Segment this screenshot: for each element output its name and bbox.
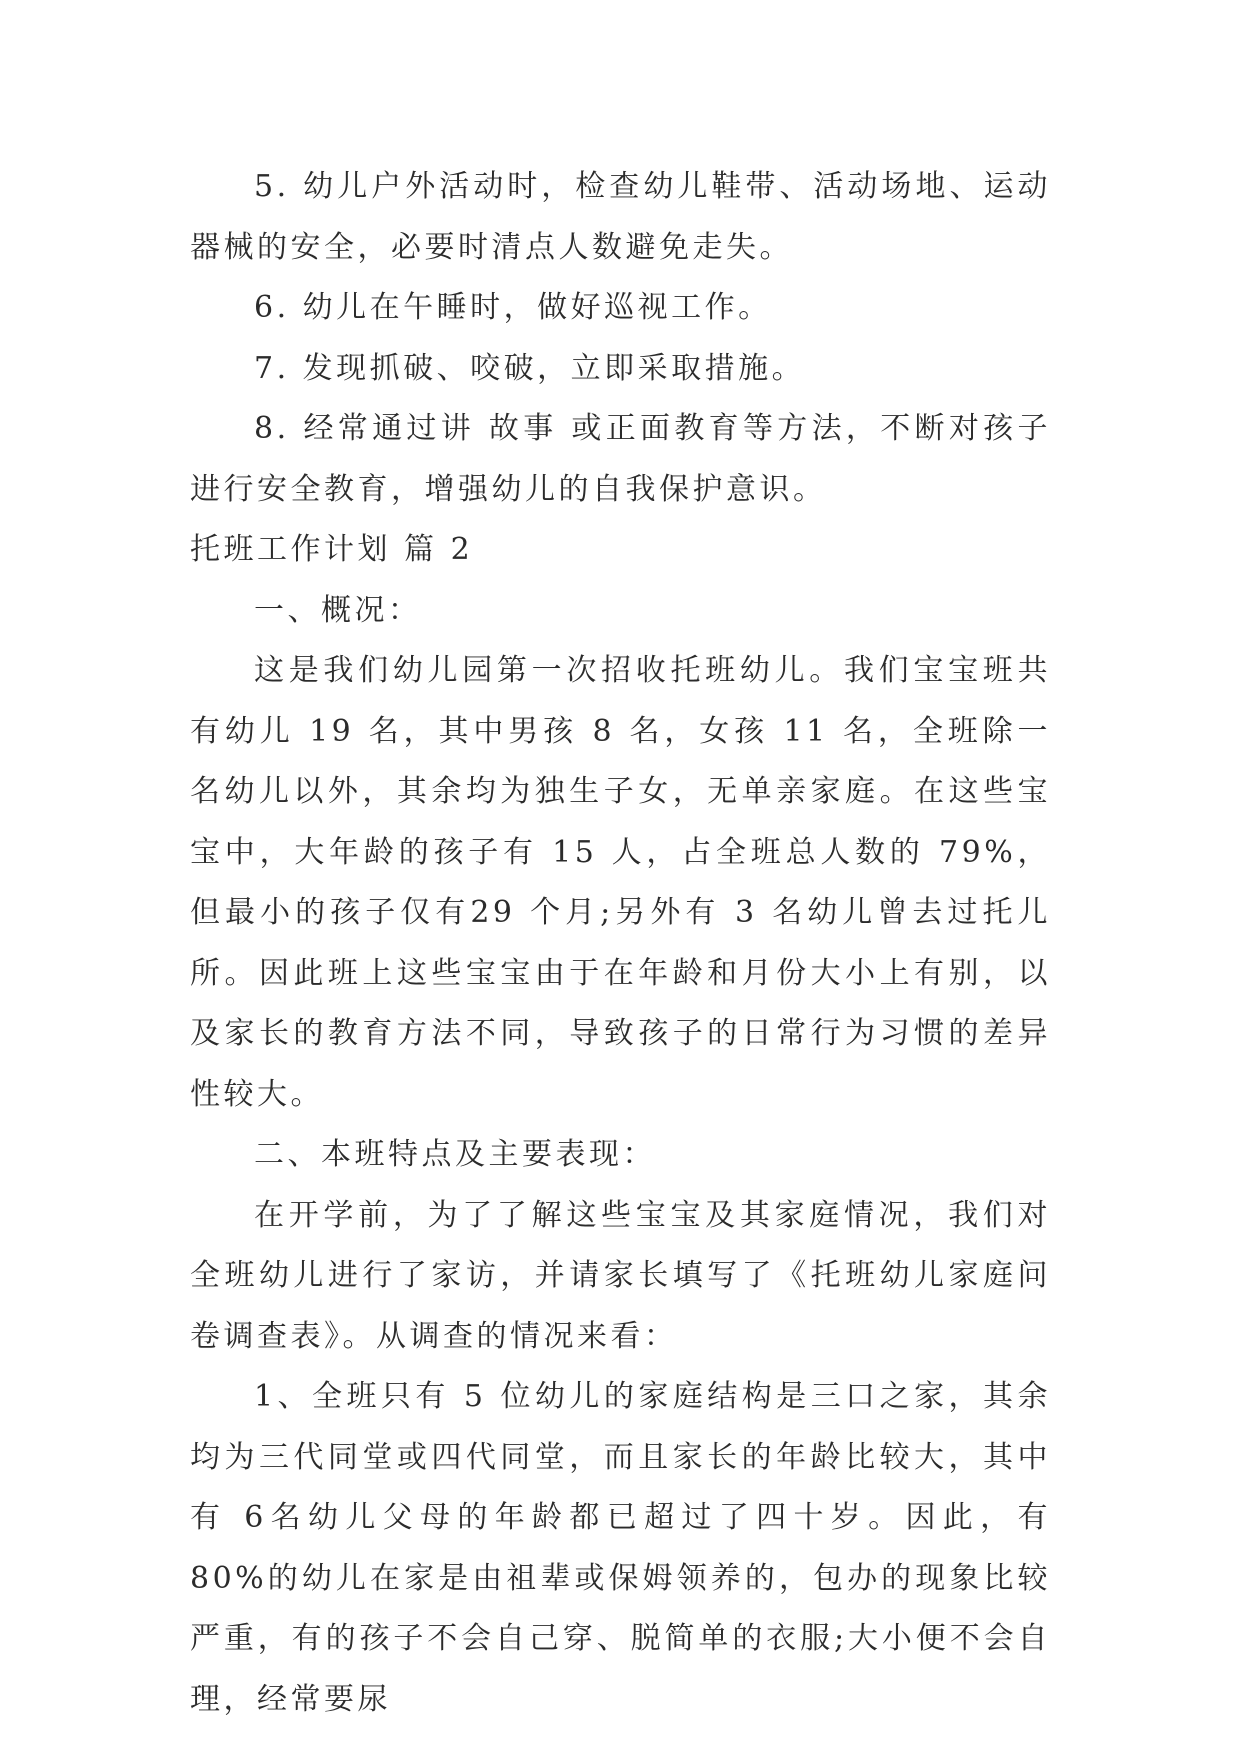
section-heading-features: 二、本班特点及主要表现： [254,1137,656,1172]
section-title: 托班工作计划 篇 2 [190,532,474,567]
paragraph-survey: 在开学前，为了了解这些宝宝及其家庭情况，我们对全班幼儿进行了家访，并请家长填写了《托班幼儿家庭问卷调查表》。从调查的情况来看： [190,1197,1051,1354]
paragraph-family-structure: 1、全班只有 5 位幼儿的家庭结构是三口之家，其余均为三代同堂或四代同堂，而且家长的年龄比较大，其中有 6名幼儿父母的年龄都已超过了四十岁。因此，有 80%的幼儿在家是由祖辈或保姆领养的，包办的现象比较严重，有的孩子不会自己穿、脱简单的衣服;大小便不会自理，经常要尿 [190,1379,1051,1717]
section-heading-overview: 一、概况： [254,592,422,628]
document-body [190,157,1051,1730]
paragraph-overview: 这是我们幼儿园第一次招收托班幼儿。我们宝宝班共有幼儿 19 名，其中男孩 8 名，女孩 11 名，全班除一名幼儿以外，其余均为独生子女，无单亲家庭。在这些宝宝中，大年龄的孩子有 15 人，占全班总人数的 79%，但最小的孩子仅有29 个月;另外有 3 名幼儿曾去过托儿所。因此班上这些宝宝由于在年龄和月份大小上有别，以及家长的教育方法不同，导致孩子的日常行为习惯的差异性较大。 [190,653,1051,1112]
paragraph-item-8: 8. 经常通过讲 故事 或正面教育等方法，不断对孩子进行安全教育，增强幼儿的自我保护意识。 [190,411,1051,507]
paragraph-item-6: 6. 幼儿在午睡时，做好巡视工作。 [254,290,772,325]
paragraph-item-7: 7. 发现抓破、咬破，立即采取措施。 [254,350,806,386]
paragraph-item-5: 5. 幼儿户外活动时，检查幼儿鞋带、活动场地、运动器械的安全，必要时清点人数避免走失。 [190,169,1051,265]
